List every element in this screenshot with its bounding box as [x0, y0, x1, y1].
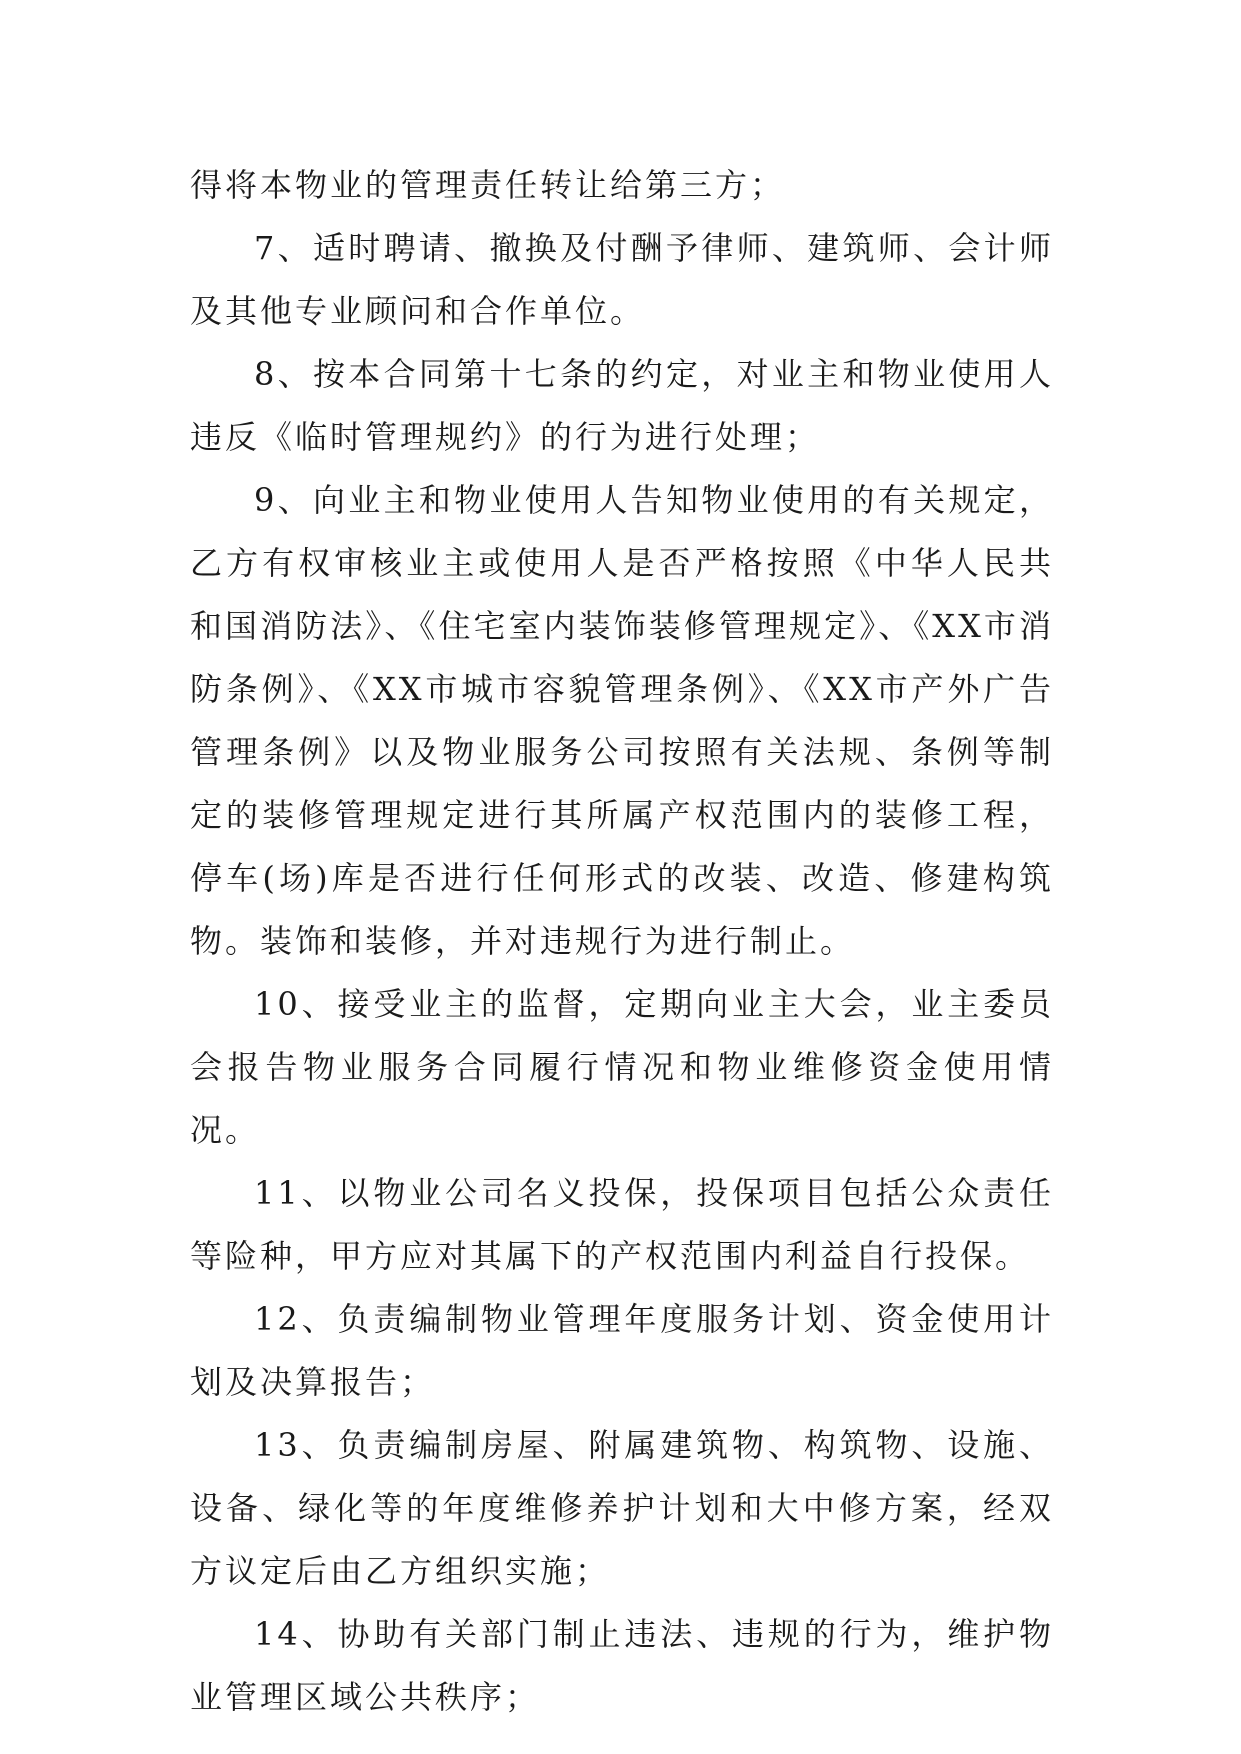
- clause-14: 14、协助有关部门制止违法、违规的行为，维护物业管理区域公共秩序；: [190, 1615, 1054, 1716]
- clause-7: 7、适时聘请、撤换及付酬予律师、建筑师、会计师及其他专业顾问和合作单位。: [190, 229, 1054, 330]
- document-page: [190, 154, 1054, 1729]
- clause-12: 12、负责编制物业管理年度服务计划、资金使用计划及决算报告；: [190, 1300, 1054, 1401]
- clause-11: 11、以物业公司名义投保，投保项目包括公众责任等险种，甲方应对其属下的产权范围内利益自行投保。: [190, 1174, 1054, 1275]
- clause-10: 10、接受业主的监督，定期向业主大会，业主委员会报告物业服务合同履行情况和物业维修资金使用情况。: [190, 985, 1054, 1149]
- clause-8: 8、按本合同第十七条的约定，对业主和物业使用人违反《临时管理规约》的行为进行处理；: [190, 355, 1054, 456]
- clause-9: 9、向业主和物业使用人告知物业使用的有关规定，乙方有权审核业主或使用人是否严格按照《中华人民共和国消防法》、《住宅室内装饰装修管理规定》、《XX市消防条例》、《XX市城市容貌管理条例》、《XX市产外广告管理条例》以及物业服务公司按照有关法规、条例等制定的装修管理规定进行其所属产权范围内的装修工程，停车(场)库是否进行任何形式的改装、改造、修建构筑物。装饰和装修，并对违规行为进行制止。: [190, 481, 1054, 960]
- clause-13: 13、负责编制房屋、附属建筑物、构筑物、设施、设备、绿化等的年度维修养护计划和大中修方案，经双方议定后由乙方组织实施；: [190, 1426, 1054, 1590]
- paragraph-continuation: 得将本物业的管理责任转让给第三方；: [190, 166, 786, 204]
